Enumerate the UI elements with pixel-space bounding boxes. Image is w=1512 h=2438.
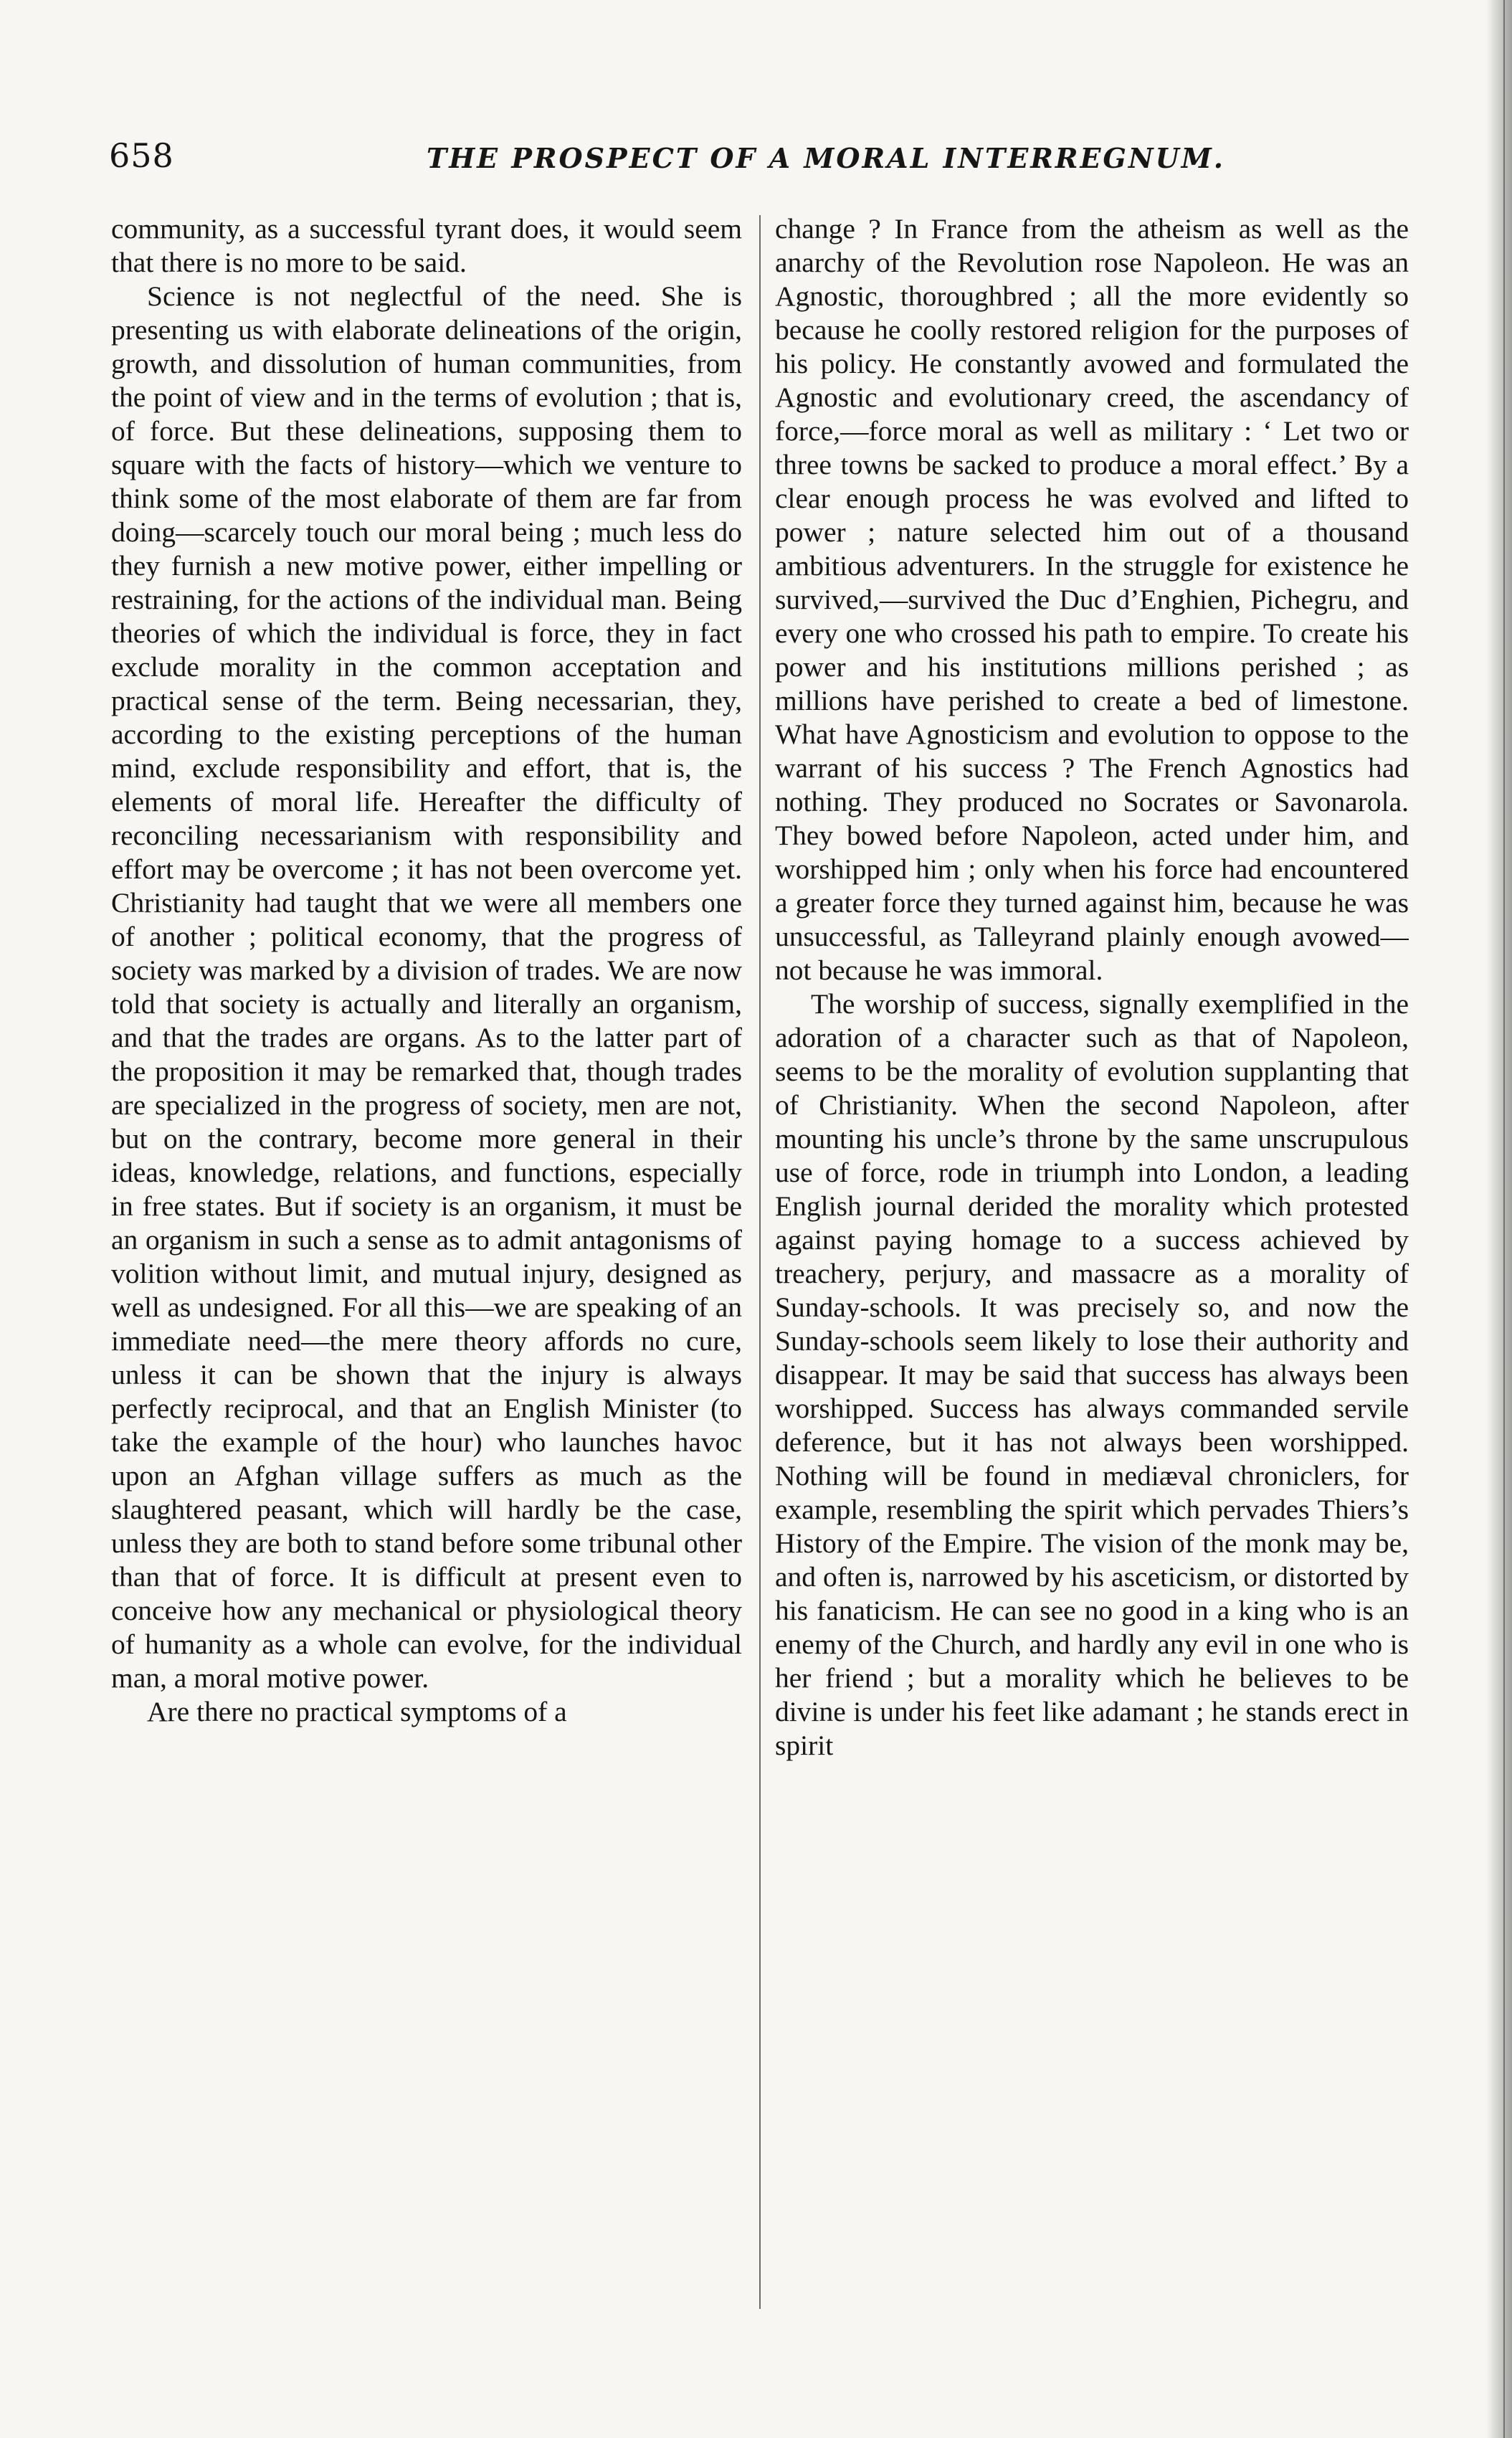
right-column [775,212,1409,2320]
page-edge-line [1503,0,1505,2438]
paragraph: Science is not neglectful of the need. She is presenting us with elaborate delineations of the origin, growth, and dissolution of human communities, from the point of view and in the terms of evolution ; that is, of force. But these delineations, supposing them to square with the facts of history—which we venture to think some of the most elaborate of them are far from doing—scarcely touch our moral being ; much less do they furnish a new motive power, either impelling or restraining, for the actions of the individual man. Being theories of which the individual is force, they in fact exclude morality in the common acceptation and practical sense of the term. Being necessarian, they, according to the existing perceptions of the human mind, exclude responsibility and effort, that is, the elements of moral life. Hereafter the difficulty of reconciling necessarianism with responsibility and effort may be overcome ; it has not been overcome yet. Christianity had taught that we were all members one of another ; political economy, that the progress of society was marked by a division of trades. We are now told that society is actually and literally an organism, and that the trades are organs. As to the latter part of the proposition it may be remarked that, though trades are specialized in the progress of society, men are not, but on the contrary, become more general in their ideas, knowledge, relations, and functions, especially in free states. But if society is an organism, it must be an organism in such a sense as to admit antagonisms of volition without limit, and mutual injury, designed as well as undesigned. For all this—we are speaking of an immediate need—the mere theory affords no cure, unless it can be shown that the injury is always perfectly reciprocal, and that an English Minister (to take the example of the hour) who launches havoc upon an Afghan village suffers as much as the slaughtered peasant, which will hardly be the case, unless they are both to stand before some tribunal other than that of force. It is difficult at present even to conceive how any mechanical or physiological theory of humanity as a whole can evolve, for the individual man, a moral motive power. [111,280,742,1694]
page-header [109,136,1432,194]
page-edge-shadow [1486,0,1512,2438]
paragraph: community, as a successful tyrant does, it would seem that there is no more to be said. [111,213,742,278]
column-divider [759,215,761,2309]
paragraph: change ? In France from the atheism as well as the anarchy of the Revolution rose Napoleon. He was an Agnostic, thoroughbred ; all the more evidently so because he coolly restored religion for the purposes of his policy. He constantly avowed and formulated the Agnostic and evolutionary creed, the ascendancy of force,—force moral as well as military : ‘ Let two or three towns be sacked to produce a moral effect.’ By a clear enough process he was evolved and lifted to power ; nature selected him out of a thousand ambitious adventurers. In the struggle for existence he survived,—survived the Duc d’Enghien, Pichegru, and every one who crossed his path to empire. To create his power and his institutions millions perished ; as millions have perished to create a bed of limestone. What have Agnosticism and evolution to oppose to the warrant of his success ? The French Agnostics had nothing. They produced no Socrates or Savonarola. They bowed before Napoleon, acted under him, and worshipped him ; only when his force had encountered a greater force they turned against him, because he was unsuccessful, as Talleyrand plainly enough avowed—not because he was immoral. [775,213,1409,986]
paragraph: Are there no practical symptoms of a [147,1696,567,1727]
running-title: THE PROSPECT OF A MORAL INTERREGNUM. [426,142,1226,174]
paragraph: The worship of success, signally exemplified in the adoration of a character such as that of Napoleon, seems to be the morality of evolution supplanting that of Christianity. When the second Napoleon, after mounting his uncle’s throne by the same unscrupulous use of force, rode in triumph into London, a leading English journal derided the morality which protested against paying homage to a success achieved by treachery, perjury, and massacre as a morality of Sunday-schools. It was precisely so, and now the Sunday-schools seem likely to lose their authority and disappear. It may be said that success has always been worshipped. Success has always commanded servile deference, but it has not always been worshipped. Nothing will be found in mediæval chroniclers, for example, resembling the spirit which pervades Thiers’s History of the Empire. The vision of the monk may be, and often is, narrowed by his asceticism, or distorted by his fanaticism. He can see no good in a king who is an enemy of the Church, and hardly any evil in one who is her friend ; but a morality which he believes to be divine is under his feet like adamant ; he stands erect in spirit [775,988,1409,1761]
page-number: 658 [109,136,174,175]
left-column [111,212,742,2320]
